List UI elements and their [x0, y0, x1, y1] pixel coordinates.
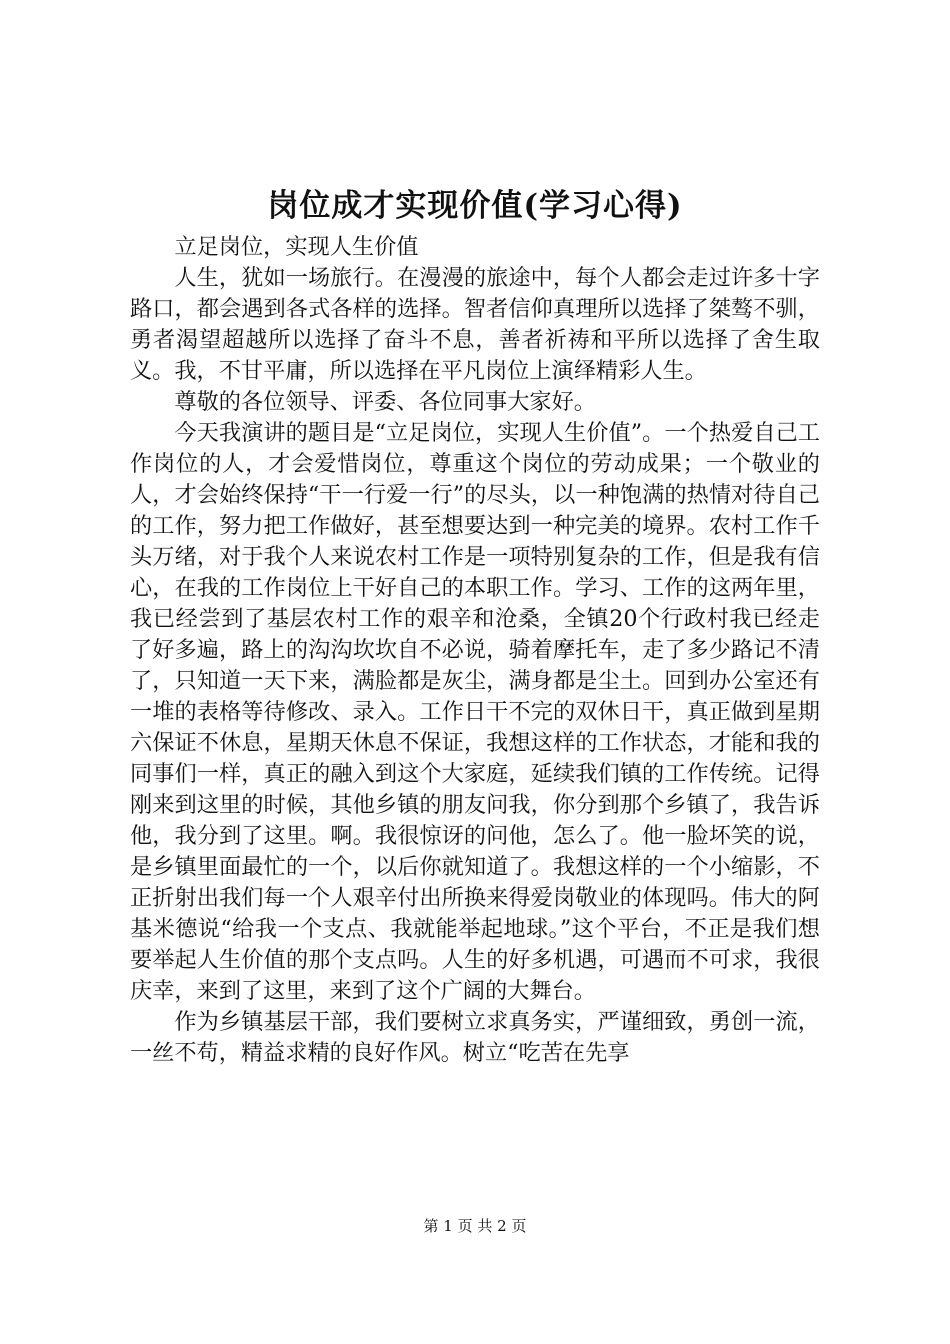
paragraph: 作为乡镇基层干部，我们要树立求真务实，严谨细致，勇创一流，一丝不苟，精益求精的良好作风。树立“吃苦在先享 — [130, 1009, 820, 1066]
paragraph-heading: 立足岗位，实现人生价值 — [174, 234, 419, 260]
paragraph: 人生，犹如一场旅行。在漫漫的旅途中，每个人都会走过许多十字路口，都会遇到各式各样的选择。智者信仰真理所以选择了桀骜不驯，勇者渴望超越所以选择了奋斗不息，善者祈祷和平所以选择了舍生取义。我，不甘平庸，所以选择在平凡岗位上演绎精彩人生。 — [130, 265, 820, 384]
document-body — [130, 232, 820, 1069]
document-title: 岗位成才实现价值(学习心得) — [267, 188, 683, 224]
page-number: 第 1 页 共 2 页 — [423, 1217, 527, 1235]
paragraph: 今天我演讲的题目是“立足岗位，实现人生价值”。一个热爱自己工作岗位的人，才会爱惜岗位，尊重这个岗位的劳动成果；一个敬业的人，才会始终保持“干一行爱一行”的尽头，以一种饱满的热情对待自己的工作，努力把工作做好，甚至想要达到一种完美的境界。农村工作千头万绪，对于我个人来说农村工作是一项特别复杂的工作，但是我有信心，在我的工作岗位上干好自己的本职工作。学习、工作的这两年里，我已经尝到了基层农村工作的艰辛和沧桑，全镇20个行政村我已经走了好多遍，路上的沟沟坎坎自不必说，骑着摩托车，走了多少路记不清了，只知道一天下来，满脸都是灰尘，满身都是尘土。回到办公室还有一堆的表格等待修改、录入。工作日干不完的双休日干，真正做到星期六保证不休息，星期天休息不保证，我想这样的工作状态，才能和我的同事们一样，真正的融入到这个大家庭，延续我们镇的工作传统。记得刚来到这里的时候，其他乡镇的朋友问我，你分到那个乡镇了，我告诉他，我分到了这里。啊。我很惊讶的问他，怎么了。他一脸坏笑的说，是乡镇里面最忙的一个，以后你就知道了。我想这样的一个小缩影，不正折射出我们每一个人艰辛付出所换来得爱岗敬业的体现吗。伟大的阿基米德说“给我一个支点、我就能举起地球。”这个平台，不正是我们想要举起人生价值的那个支点吗。人生的好多机遇，可遇而不可求，我很庆幸，来到了这里，来到了这个广阔的大舞台。 — [130, 420, 820, 1004]
paragraph-greeting: 尊敬的各位领导、评委、各位同事大家好。 — [174, 389, 596, 415]
